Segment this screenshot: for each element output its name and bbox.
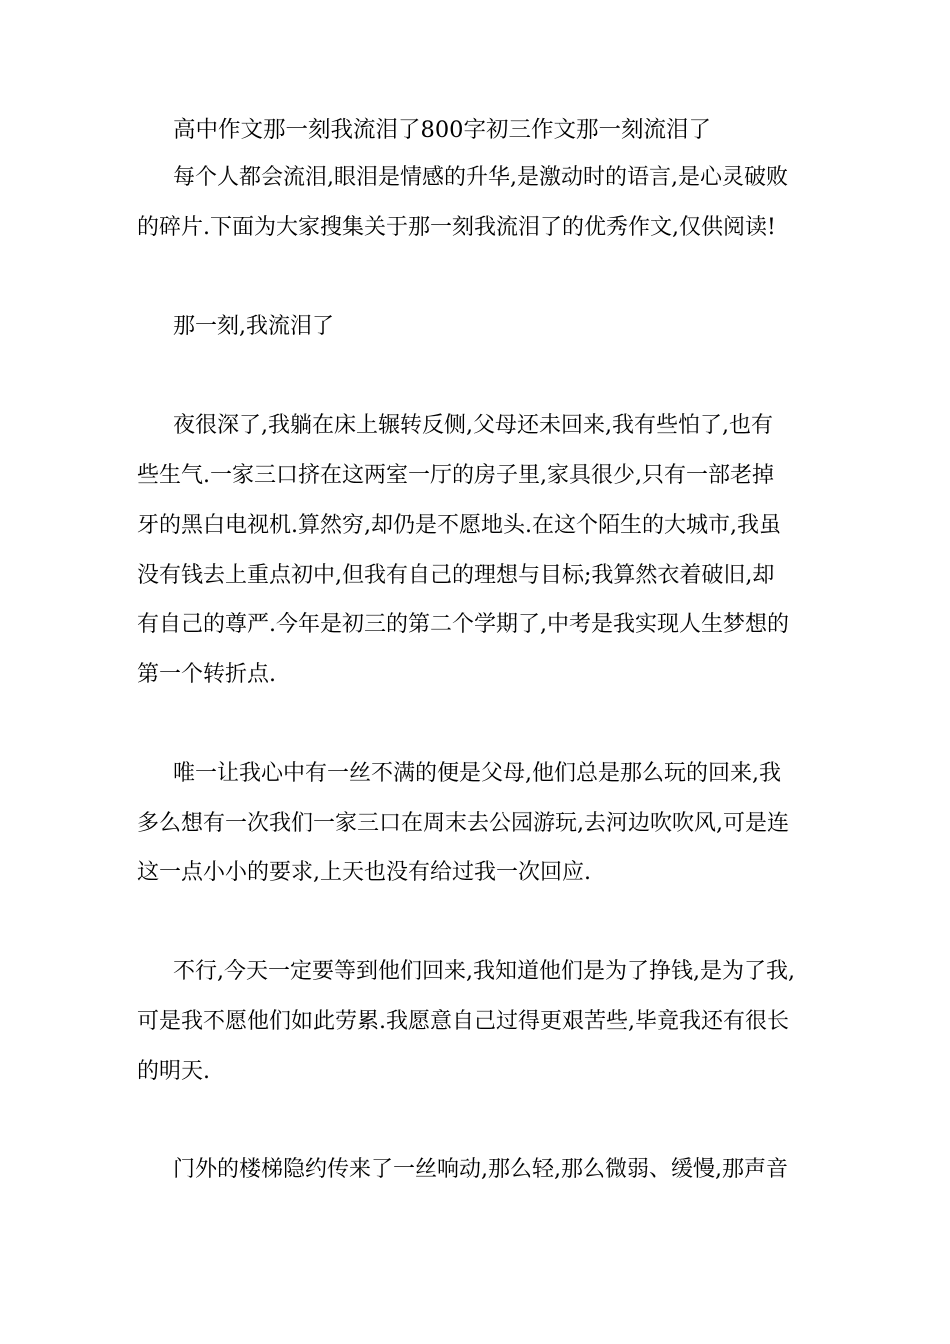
paragraph2-line-1: 唯一让我心中有一丝不满的便是父母,他们总是那么玩的回来,我 bbox=[173, 761, 781, 786]
document-title: 高中作文那一刻我流泪了800字初三作文那一刻流泪了 bbox=[173, 117, 711, 143]
paragraph4-line-1: 门外的楼梯隐约传来了一丝响动,那么轻,那么微弱、缓慢,那声音 bbox=[173, 1157, 788, 1182]
paragraph1-line-1: 夜很深了,我躺在床上辗转反侧,父母还未回来,我有些怕了,也有 bbox=[173, 413, 773, 438]
paragraph2-line-2: 多么想有一次我们一家三口在周末去公园游玩,去河边吹吹风,可是连 bbox=[137, 811, 789, 836]
paragraph1-line-5: 有自己的尊严.今年是初三的第二个学期了,中考是我实现人生梦想的 bbox=[137, 612, 789, 637]
paragraph3-line-1: 不行,今天一定要等到他们回来,我知道他们是为了挣钱,是为了我, bbox=[173, 959, 795, 984]
intro-line-2: 的碎片.下面为大家搜集关于那一刻我流泪了的优秀作文,仅供阅读! bbox=[137, 215, 776, 240]
section-subtitle: 那一刻,我流泪了 bbox=[173, 314, 334, 339]
paragraph1-line-6: 第一个转折点. bbox=[137, 662, 276, 687]
paragraph1-line-2: 些生气.一家三口挤在这两室一厅的房子里,家具很少,只有一部老掉 bbox=[137, 463, 774, 488]
paragraph2-line-3: 这一点小小的要求,上天也没有给过我一次回应. bbox=[137, 860, 591, 885]
paragraph3-line-3: 的明天. bbox=[137, 1059, 210, 1084]
intro-line-1: 每个人都会流泪,眼泪是情感的升华,是激动时的语言,是心灵破败 bbox=[173, 165, 788, 190]
paragraph1-line-3: 牙的黑白电视机.算然穷,却仍是不愿地头.在这个陌生的大城市,我虽 bbox=[137, 513, 781, 538]
paragraph3-line-2: 可是我不愿他们如此劳累.我愿意自己过得更艰苦些,毕竟我还有很长 bbox=[137, 1009, 789, 1034]
paragraph1-line-4: 没有钱去上重点初中,但我有自己的理想与目标;我算然衣着破旧,却 bbox=[137, 563, 775, 588]
